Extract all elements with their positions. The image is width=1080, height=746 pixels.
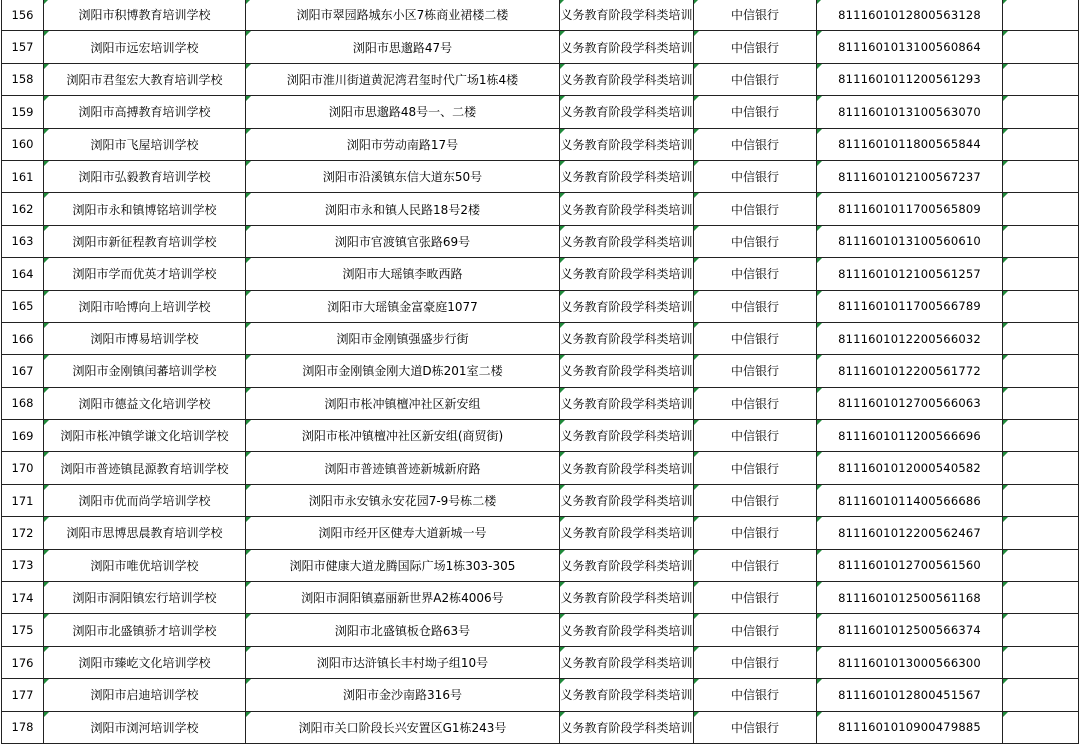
- category-cell: 义务教育阶段学科类培训: [560, 96, 694, 128]
- bank-cell: 中信银行: [694, 646, 817, 678]
- school-name-cell: 浏阳市远宏培训学校: [44, 31, 246, 63]
- bank-cell: 中信银行: [694, 290, 817, 322]
- category-cell: 义务教育阶段学科类培训: [560, 31, 694, 63]
- empty-cell: [1003, 452, 1079, 484]
- school-name-cell: 浏阳市博易培训学校: [44, 322, 246, 354]
- account-number-cell: 8111601011800565844: [817, 128, 1003, 160]
- address-cell: 浏阳市洞阳镇嘉丽新世界A2栋4006号: [246, 582, 560, 614]
- address-cell: 浏阳市大瑶镇李畋西路: [246, 258, 560, 290]
- category-cell: 义务教育阶段学科类培训: [560, 549, 694, 581]
- school-name-cell: 浏阳市金刚镇闰蕃培训学校: [44, 355, 246, 387]
- bank-cell: 中信银行: [694, 387, 817, 419]
- empty-cell: [1003, 290, 1079, 322]
- address-cell: 浏阳市北盛镇板仓路63号: [246, 614, 560, 646]
- account-number-cell: 8111601012200562467: [817, 517, 1003, 549]
- table-row: [2, 31, 1079, 63]
- account-number-cell: 8111601012000540582: [817, 452, 1003, 484]
- row-number-cell: 157: [2, 31, 44, 63]
- school-name-cell: 浏阳市君玺宏大教育培训学校: [44, 63, 246, 95]
- empty-cell: [1003, 420, 1079, 452]
- table-row: [2, 225, 1079, 257]
- table-row: [2, 679, 1079, 711]
- account-number-cell: 8111601012500561168: [817, 582, 1003, 614]
- empty-cell: [1003, 96, 1079, 128]
- category-cell: 义务教育阶段学科类培训: [560, 646, 694, 678]
- school-name-cell: 浏阳市飞屋培训学校: [44, 128, 246, 160]
- row-number-cell: 169: [2, 420, 44, 452]
- row-number-cell: 156: [2, 0, 44, 31]
- bank-cell: 中信银行: [694, 484, 817, 516]
- table-row: [2, 0, 1079, 31]
- row-number-cell: 165: [2, 290, 44, 322]
- address-cell: 浏阳市永安镇永安花园7-9号栋二楼: [246, 484, 560, 516]
- school-name-cell: 浏阳市优而尚学培训学校: [44, 484, 246, 516]
- address-cell: 浏阳市枨冲镇檀冲社区新安组(商贸街): [246, 420, 560, 452]
- account-number-cell: 8111601012800451567: [817, 679, 1003, 711]
- table-row: [2, 96, 1079, 128]
- category-cell: 义务教育阶段学科类培训: [560, 322, 694, 354]
- account-number-cell: 8111601011700565809: [817, 193, 1003, 225]
- empty-cell: [1003, 484, 1079, 516]
- category-cell: 义务教育阶段学科类培训: [560, 355, 694, 387]
- school-name-cell: 浏阳市枨冲镇学谦文化培训学校: [44, 420, 246, 452]
- table-row: [2, 290, 1079, 322]
- account-number-cell: 8111601010900479885: [817, 711, 1003, 743]
- table-row: [2, 420, 1079, 452]
- row-number-cell: 158: [2, 63, 44, 95]
- account-number-cell: 8111601012700561560: [817, 549, 1003, 581]
- account-number-cell: 8111601012100567237: [817, 160, 1003, 192]
- account-number-cell: 8111601012500566374: [817, 614, 1003, 646]
- row-number-cell: 167: [2, 355, 44, 387]
- empty-cell: [1003, 582, 1079, 614]
- address-cell: 浏阳市金沙南路316号: [246, 679, 560, 711]
- row-number-cell: 163: [2, 225, 44, 257]
- bank-cell: 中信银行: [694, 225, 817, 257]
- category-cell: 义务教育阶段学科类培训: [560, 711, 694, 743]
- bank-cell: 中信银行: [694, 614, 817, 646]
- school-name-cell: 浏阳市积博教育培训学校: [44, 0, 246, 31]
- school-name-cell: 浏阳市启迪培训学校: [44, 679, 246, 711]
- address-cell: 浏阳市健康大道龙腾国际广场1栋303-305: [246, 549, 560, 581]
- table-body: [2, 0, 1079, 743]
- table-row: [2, 582, 1079, 614]
- row-number-cell: 159: [2, 96, 44, 128]
- address-cell: 浏阳市关口阶段长兴安置区G1栋243号: [246, 711, 560, 743]
- row-number-cell: 162: [2, 193, 44, 225]
- bank-cell: 中信银行: [694, 582, 817, 614]
- institution-table: [1, 0, 1079, 744]
- category-cell: 义务教育阶段学科类培训: [560, 225, 694, 257]
- school-name-cell: 浏阳市洞阳镇宏行培训学校: [44, 582, 246, 614]
- address-cell: 浏阳市达浒镇长丰村坳子组10号: [246, 646, 560, 678]
- school-name-cell: 浏阳市德益文化培训学校: [44, 387, 246, 419]
- school-name-cell: 浏阳市新征程教育培训学校: [44, 225, 246, 257]
- empty-cell: [1003, 225, 1079, 257]
- table-row: [2, 387, 1079, 419]
- empty-cell: [1003, 646, 1079, 678]
- school-name-cell: 浏阳市高搏教育培训学校: [44, 96, 246, 128]
- school-name-cell: 浏阳市北盛镇骄才培训学校: [44, 614, 246, 646]
- table-row: [2, 160, 1079, 192]
- address-cell: 浏阳市思邈路48号一、二楼: [246, 96, 560, 128]
- category-cell: 义务教育阶段学科类培训: [560, 258, 694, 290]
- account-number-cell: 8111601011200561293: [817, 63, 1003, 95]
- account-number-cell: 8111601012800563128: [817, 0, 1003, 31]
- empty-cell: [1003, 258, 1079, 290]
- category-cell: 义务教育阶段学科类培训: [560, 160, 694, 192]
- empty-cell: [1003, 31, 1079, 63]
- school-name-cell: 浏阳市浏河培训学校: [44, 711, 246, 743]
- school-name-cell: 浏阳市普迹镇昆源教育培训学校: [44, 452, 246, 484]
- address-cell: 浏阳市官渡镇官张路69号: [246, 225, 560, 257]
- school-name-cell: 浏阳市思博思晨教育培训学校: [44, 517, 246, 549]
- table-row: [2, 484, 1079, 516]
- account-number-cell: 8111601013100563070: [817, 96, 1003, 128]
- address-cell: 浏阳市淮川街道黄泥湾君玺时代广场1栋4楼: [246, 63, 560, 95]
- category-cell: 义务教育阶段学科类培训: [560, 582, 694, 614]
- empty-cell: [1003, 128, 1079, 160]
- table-row: [2, 258, 1079, 290]
- account-number-cell: 8111601011400566686: [817, 484, 1003, 516]
- category-cell: 义务教育阶段学科类培训: [560, 290, 694, 322]
- account-number-cell: 8111601013100560864: [817, 31, 1003, 63]
- row-number-cell: 160: [2, 128, 44, 160]
- address-cell: 浏阳市金刚镇强盛步行街: [246, 322, 560, 354]
- account-number-cell: 8111601011200566696: [817, 420, 1003, 452]
- empty-cell: [1003, 0, 1079, 31]
- row-number-cell: 174: [2, 582, 44, 614]
- row-number-cell: 178: [2, 711, 44, 743]
- empty-cell: [1003, 193, 1079, 225]
- category-cell: 义务教育阶段学科类培训: [560, 452, 694, 484]
- category-cell: 义务教育阶段学科类培训: [560, 484, 694, 516]
- address-cell: 浏阳市普迹镇普迹新城新府路: [246, 452, 560, 484]
- table-row: [2, 517, 1079, 549]
- row-number-cell: 170: [2, 452, 44, 484]
- bank-cell: 中信银行: [694, 322, 817, 354]
- account-number-cell: 8111601012200566032: [817, 322, 1003, 354]
- address-cell: 浏阳市劳动南路17号: [246, 128, 560, 160]
- school-name-cell: 浏阳市永和镇博铭培训学校: [44, 193, 246, 225]
- bank-cell: 中信银行: [694, 258, 817, 290]
- category-cell: 义务教育阶段学科类培训: [560, 0, 694, 31]
- empty-cell: [1003, 679, 1079, 711]
- table-row: [2, 452, 1079, 484]
- address-cell: 浏阳市枨冲镇檀冲社区新安组: [246, 387, 560, 419]
- table-row: [2, 355, 1079, 387]
- address-cell: 浏阳市沿溪镇东信大道东50号: [246, 160, 560, 192]
- table-row: [2, 193, 1079, 225]
- table-row: [2, 322, 1079, 354]
- account-number-cell: 8111601012100561257: [817, 258, 1003, 290]
- bank-cell: 中信银行: [694, 355, 817, 387]
- row-number-cell: 176: [2, 646, 44, 678]
- bank-cell: 中信银行: [694, 0, 817, 31]
- category-cell: 义务教育阶段学科类培训: [560, 387, 694, 419]
- empty-cell: [1003, 387, 1079, 419]
- address-cell: 浏阳市翠园路城东小区7栋商业裙楼二楼: [246, 0, 560, 31]
- address-cell: 浏阳市大瑶镇金富豪庭1077: [246, 290, 560, 322]
- address-cell: 浏阳市经开区健寿大道新城一号: [246, 517, 560, 549]
- school-name-cell: 浏阳市学而优英才培训学校: [44, 258, 246, 290]
- empty-cell: [1003, 517, 1079, 549]
- bank-cell: 中信银行: [694, 517, 817, 549]
- row-number-cell: 171: [2, 484, 44, 516]
- bank-cell: 中信银行: [694, 193, 817, 225]
- table-row: [2, 63, 1079, 95]
- table-row: [2, 614, 1079, 646]
- empty-cell: [1003, 322, 1079, 354]
- school-name-cell: 浏阳市弘毅教育培训学校: [44, 160, 246, 192]
- row-number-cell: 177: [2, 679, 44, 711]
- empty-cell: [1003, 355, 1079, 387]
- bank-cell: 中信银行: [694, 679, 817, 711]
- account-number-cell: 8111601012200561772: [817, 355, 1003, 387]
- table-row: [2, 711, 1079, 743]
- empty-cell: [1003, 63, 1079, 95]
- category-cell: 义务教育阶段学科类培训: [560, 517, 694, 549]
- address-cell: 浏阳市金刚镇金刚大道D栋201室二楼: [246, 355, 560, 387]
- bank-cell: 中信银行: [694, 160, 817, 192]
- category-cell: 义务教育阶段学科类培训: [560, 614, 694, 646]
- category-cell: 义务教育阶段学科类培训: [560, 193, 694, 225]
- account-number-cell: 8111601013100560610: [817, 225, 1003, 257]
- category-cell: 义务教育阶段学科类培训: [560, 63, 694, 95]
- account-number-cell: 8111601011700566789: [817, 290, 1003, 322]
- row-number-cell: 161: [2, 160, 44, 192]
- category-cell: 义务教育阶段学科类培训: [560, 128, 694, 160]
- bank-cell: 中信银行: [694, 63, 817, 95]
- empty-cell: [1003, 711, 1079, 743]
- row-number-cell: 164: [2, 258, 44, 290]
- bank-cell: 中信银行: [694, 452, 817, 484]
- bank-cell: 中信银行: [694, 420, 817, 452]
- table-row: [2, 549, 1079, 581]
- bank-cell: 中信银行: [694, 96, 817, 128]
- bank-cell: 中信银行: [694, 549, 817, 581]
- category-cell: 义务教育阶段学科类培训: [560, 420, 694, 452]
- table-row: [2, 128, 1079, 160]
- row-number-cell: 166: [2, 322, 44, 354]
- bank-cell: 中信银行: [694, 128, 817, 160]
- row-number-cell: 172: [2, 517, 44, 549]
- row-number-cell: 173: [2, 549, 44, 581]
- empty-cell: [1003, 614, 1079, 646]
- table-row: [2, 646, 1079, 678]
- bank-cell: 中信银行: [694, 31, 817, 63]
- row-number-cell: 175: [2, 614, 44, 646]
- school-name-cell: 浏阳市唯优培训学校: [44, 549, 246, 581]
- bank-cell: 中信银行: [694, 711, 817, 743]
- empty-cell: [1003, 549, 1079, 581]
- address-cell: 浏阳市永和镇人民路18号2楼: [246, 193, 560, 225]
- empty-cell: [1003, 160, 1079, 192]
- row-number-cell: 168: [2, 387, 44, 419]
- school-name-cell: 浏阳市臻屹文化培训学校: [44, 646, 246, 678]
- address-cell: 浏阳市思邈路47号: [246, 31, 560, 63]
- category-cell: 义务教育阶段学科类培训: [560, 679, 694, 711]
- account-number-cell: 8111601012700566063: [817, 387, 1003, 419]
- school-name-cell: 浏阳市哈博向上培训学校: [44, 290, 246, 322]
- account-number-cell: 8111601013000566300: [817, 646, 1003, 678]
